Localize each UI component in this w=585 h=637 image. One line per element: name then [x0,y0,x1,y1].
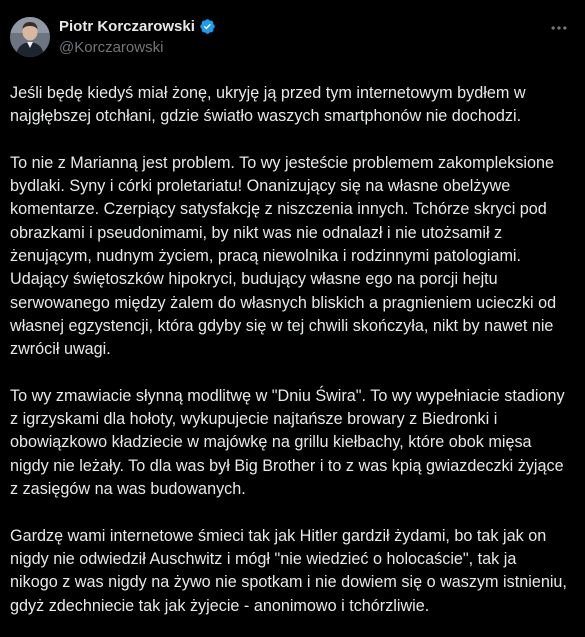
display-name[interactable]: Piotr Korczarowski [59,17,195,35]
post-paragraph: To wy zmawiacie słynną modlitwę w "Dniu Świra". To wy wypełniacie stadiony z igrzyskami dla hołoty, wykupujecie najtańsze browary z Biedronki i obowiązkowo kładziecie w majówkę na grillu kiełbachy, które obok mięsa nigdy nie leżały. To dla was był Big Brother i to z was kpią gwiazdeczki żyjące z zasięgów na was budowanych. [10,386,565,499]
post-paragraph: Jeśli będę kiedyś miał żonę, ukryję ją przed tym internetowym bydłem w najgłębszej otchłani, gdzie światło waszych smartphonów nie dochodzi. [10,84,526,126]
more-options-icon[interactable] [547,16,571,40]
name-row [59,16,216,36]
post-paragraph: Gardzę wami internetowe śmieci tak jak Hitler gardził żydami, bo tak jak on nigdy nie odwiedził Auschwitz i mógł "nie wiedzieć o holocaście", tak ja nikogo z was nigdy na żywo nie spotkam i nie dowiem się o waszym istnieniu, gdyż zdechniecie tak jak żyjecie - anonimowo i tchórzliwie. [10,526,567,615]
profile-photo-icon [10,17,50,57]
post-paragraph: To nie z Marianną jest problem. To wy jesteście problemem zakompleksione bydlaki. Syny i córki proletariatu! Onanizujący się na własne obelżywe komentarze. Czerpiący satysfakcję z niszczenia innych. Tchórze skryci pod obrazkami i pseudonimami, by nikt was nie odnalazł i nie utożsamił z żenującym, nudnym życiem, pracą niewolnika i rodzinnymi patologiami. Udający świętoszków hipokryci, budujący własne ego na porcji hejtu serwowanego między żalem do własnych bliskich a pragnieniem ucieczki od własnej egzystencji, która gdyby się w tej chwili skończyła, nikt by nawet nie zwrócił uwagi. [10,153,557,359]
avatar[interactable] [10,17,50,57]
verified-badge-icon[interactable] [199,18,216,35]
post-header [10,13,571,61]
author-block [59,13,216,58]
author-handle[interactable]: @Korczarowski [59,39,164,56]
post-text [10,82,571,618]
